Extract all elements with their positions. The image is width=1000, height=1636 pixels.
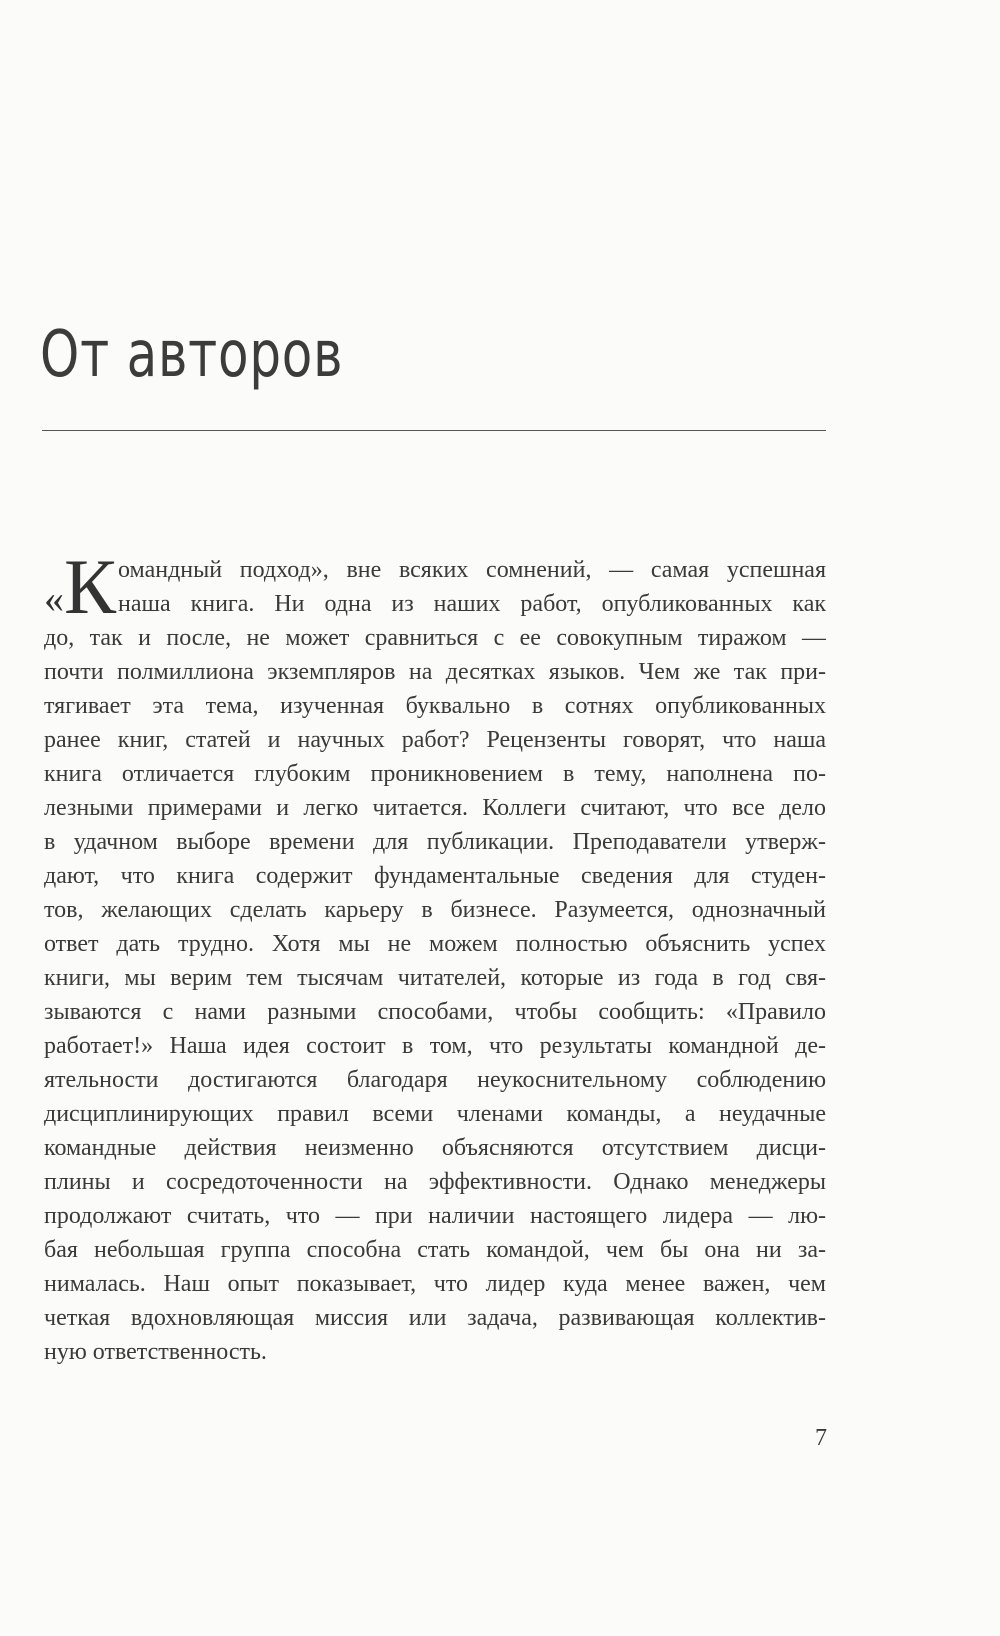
text-line: дают, что книга содержит фундаментальные сведения для студен- (44, 863, 826, 889)
text-line: до, так и после, не может сравниться с ее совокупным тиражом — (44, 625, 826, 651)
text-line: тов, желающих сделать карьеру в бизнесе. Разумеется, однозначный (44, 897, 826, 923)
text-line: четкая вдохновляющая миссия или задача, развивающая коллектив- (44, 1305, 826, 1331)
text-line: ную ответственность. (44, 1339, 267, 1365)
text-line: нималась. Наш опыт показывает, что лидер куда менее важен, чем (44, 1271, 826, 1297)
drop-cap-quote: « (44, 576, 64, 621)
paragraph (44, 553, 826, 1369)
text-line: почти полмиллиона экземпляров на десятках языков. Чем же так при- (44, 659, 826, 685)
text-line: зываются с нами разными способами, чтобы сообщить: «Правило (44, 999, 826, 1025)
text-line: продолжают считать, что — при наличии настоящего лидера — лю- (44, 1203, 826, 1229)
text-line: книги, мы верим тем тысячам читателей, которые из года в год свя- (44, 965, 826, 991)
text-line: ответ дать трудно. Хотя мы не можем полностью объяснить успех (44, 931, 826, 957)
text-line: книга отличается глубоким проникновением в тему, наполнена по- (44, 761, 826, 787)
text-line: лезными примерами и легко читается. Коллеги считают, что все дело (44, 795, 826, 821)
page-number: 7 (815, 1425, 827, 1451)
text-line: омандный подход», вне всяких сомнений, — самая успешная (118, 557, 826, 583)
text-line: бая небольшая группа способна стать командой, чем бы она ни за- (44, 1237, 826, 1263)
text-line: работает!» Наша идея состоит в том, что результаты командной де- (44, 1033, 826, 1059)
body-text (44, 543, 826, 1369)
chapter-title: От авторов (40, 318, 344, 392)
drop-cap-letter: К (64, 543, 117, 630)
text-line: ранее книг, статей и научных работ? Рецензенты говорят, что наша (44, 727, 826, 753)
text-line: командные действия неизменно объясняются отсутствием дисци- (44, 1135, 826, 1161)
text-line: в удачном выборе времени для публикации. Преподаватели утверж- (44, 829, 826, 855)
text-line: плины и сосредоточенности на эффективности. Однако менеджеры (44, 1169, 826, 1195)
text-line: ятельности достигаются благодаря неукоснительному соблюдению (44, 1067, 826, 1093)
title-divider (42, 430, 826, 431)
text-line: тягивает эта тема, изученная буквально в сотнях опубликованных (44, 693, 826, 719)
drop-cap (44, 543, 117, 630)
text-line: дисциплинирующих правил всеми членами команды, а неудачные (44, 1101, 826, 1127)
text-line: наша книга. Ни одна из наших работ, опубликованных как (118, 591, 826, 617)
